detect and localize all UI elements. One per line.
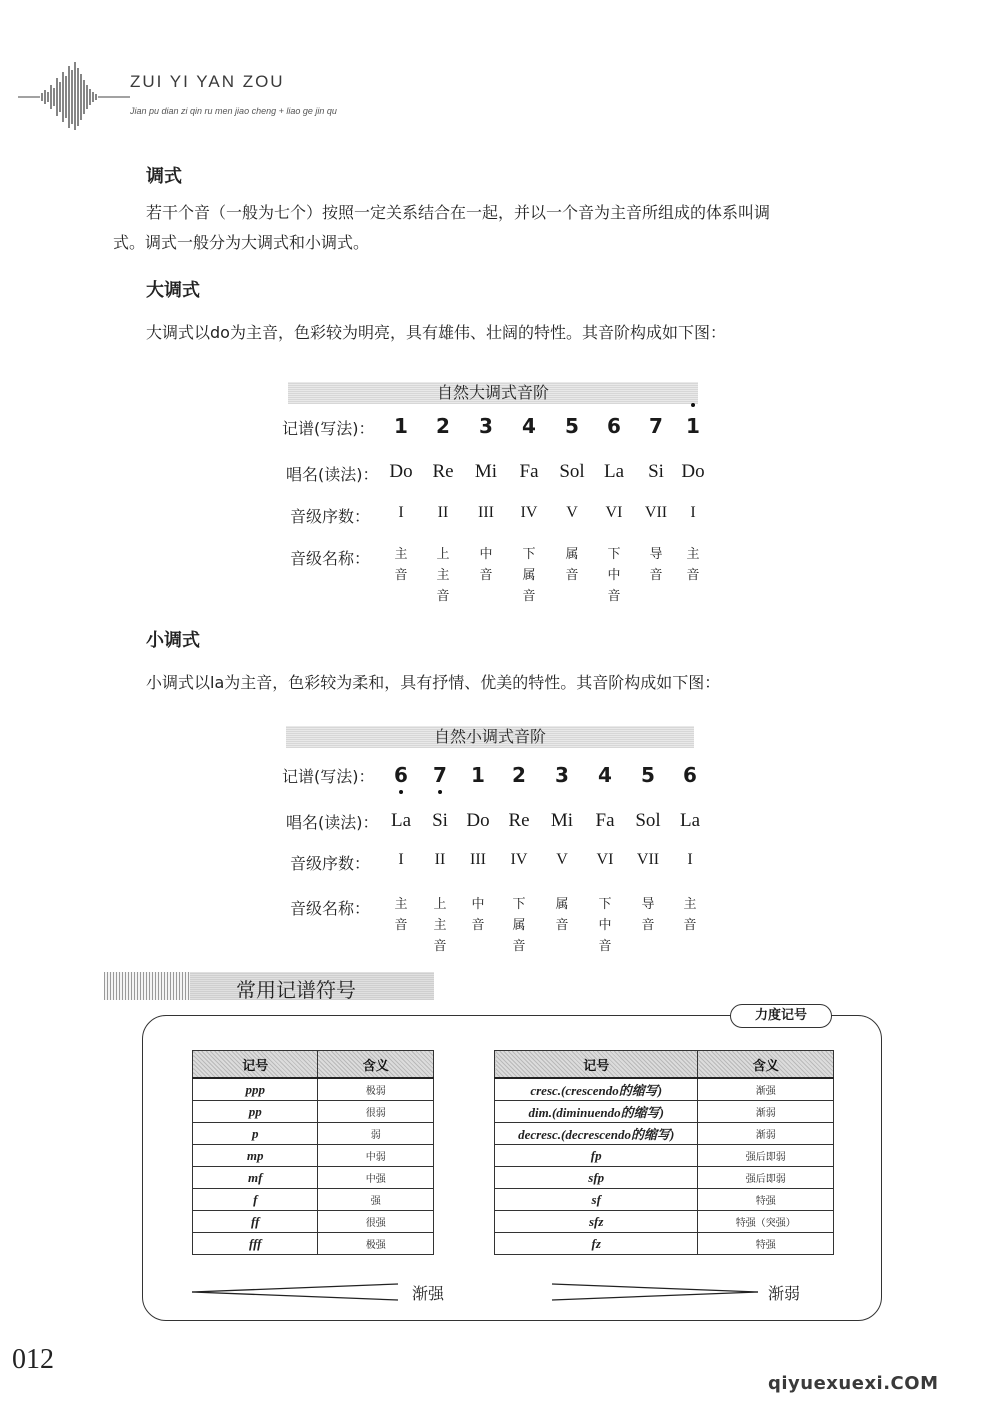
scale-number: 6 (394, 763, 408, 787)
scale-solfege: La (390, 810, 412, 831)
notation-meaning: 极弱 (318, 1078, 434, 1101)
scale-degree: VI (596, 851, 614, 868)
scale-degree: VII (644, 504, 668, 521)
scale-number: 5 (641, 763, 655, 787)
minor-scale-title: 自然小调式音阶 (286, 726, 694, 748)
notation-symbol: fz (495, 1233, 698, 1255)
expression-table (494, 1050, 834, 1255)
notation-symbol: mp (193, 1145, 318, 1167)
scale-number: 1 (686, 414, 700, 438)
table-row (193, 1123, 434, 1145)
major-scale-title: 自然大调式音阶 (288, 382, 698, 404)
notation-symbol: mf (193, 1167, 318, 1189)
scale-solfege: Do (389, 461, 413, 482)
scale-number: 3 (555, 763, 569, 787)
octave-dot-below (438, 790, 442, 794)
scale-degree: VII (636, 851, 660, 868)
scale-degree-name: 下属音 (512, 897, 526, 954)
minor-heading: 小调式 (146, 630, 200, 651)
degree-name-row-label: 音级名称： (290, 549, 371, 568)
scale-degree-name: 属音 (555, 897, 569, 933)
scale-number: 6 (607, 414, 621, 438)
notation-banner-title: 常用记谱符号 (236, 978, 356, 1002)
decrescendo-label: 渐弱 (768, 1284, 801, 1303)
notation-symbol: ff (193, 1211, 318, 1233)
notation-symbol: sfz (495, 1211, 698, 1233)
notation-symbol: cresc.(crescendo的缩写) (495, 1078, 698, 1101)
scale-number: 1 (394, 414, 408, 438)
scale-solfege: Sol (559, 461, 585, 482)
scale-solfege: Re (508, 810, 530, 831)
scale-solfege: Fa (595, 810, 615, 831)
table-row (495, 1167, 834, 1189)
notation-meaning: 渐弱 (698, 1101, 834, 1123)
table-row (495, 1078, 834, 1101)
notation-meaning: 强后即弱 (698, 1167, 834, 1189)
mode-paragraph-line1: 若干个音（一般为七个）按照一定关系结合在一起，并以一个音为主音所组成的体系叫调 (146, 203, 771, 222)
scale-solfege: Do (681, 461, 705, 482)
scale-degree-name: 主音 (683, 897, 697, 933)
scale-degree: VI (605, 504, 623, 521)
table-row (193, 1145, 434, 1167)
scale-solfege: Fa (519, 461, 539, 482)
degree-row-label: 音级序数： (290, 507, 371, 526)
scale-degree: V (566, 504, 578, 521)
scale-degree-name: 属音 (565, 547, 579, 583)
scale-solfege: La (603, 461, 625, 482)
notation-meaning: 渐强 (698, 1078, 834, 1101)
scale-degree-name: 导音 (641, 897, 655, 933)
notation-symbol: sfp (495, 1167, 698, 1189)
scale-solfege: Mi (474, 461, 498, 482)
waveform-icon (14, 52, 134, 132)
scale-number: 2 (512, 763, 526, 787)
scale-degree-name: 下属音 (522, 547, 536, 604)
scale-number: 7 (433, 763, 447, 787)
notation-symbol: f (193, 1189, 318, 1211)
scale-degree: I (398, 851, 404, 868)
table-header-symbol: 记号 (495, 1051, 698, 1079)
scale-degree: II (434, 851, 446, 868)
table-row (193, 1078, 434, 1101)
series-subtitle: Jian pu dian zi qin ru men jiao cheng + liao ge jin qu (130, 106, 337, 116)
table-row (495, 1101, 834, 1123)
scale-solfege: Re (432, 461, 454, 482)
table-header-symbol: 记号 (193, 1051, 318, 1079)
table-header-meaning: 含义 (318, 1051, 434, 1079)
scale-degree: III (478, 504, 494, 521)
notation-meaning: 中强 (318, 1167, 434, 1189)
notation-meaning: 弱 (318, 1123, 434, 1145)
notation-meaning: 中弱 (318, 1145, 434, 1167)
scale-number: 4 (598, 763, 612, 787)
notation-symbol: fff (193, 1233, 318, 1255)
table-row (193, 1211, 434, 1233)
mode-heading: 调式 (146, 166, 182, 187)
table-row (495, 1189, 834, 1211)
degree-name-row-label: 音级名称： (290, 899, 371, 918)
notation-meaning: 强后即弱 (698, 1145, 834, 1167)
notation-row-label: 记谱(写法)： (282, 767, 375, 786)
notation-symbol: pp (193, 1101, 318, 1123)
banner-stripes (104, 972, 190, 1000)
scale-degree-name: 下中音 (598, 897, 612, 954)
table-row (495, 1145, 834, 1167)
table-row (193, 1233, 434, 1255)
solfege-row-label: 唱名(读法)： (286, 465, 379, 484)
page-number: 012 (12, 1344, 54, 1375)
major-paragraph: 大调式以do为主音，色彩较为明亮，具有雄伟、壮阔的特性。其音阶构成如下图： (146, 323, 726, 342)
notation-meaning: 特强 (698, 1189, 834, 1211)
scale-degree: I (687, 851, 693, 868)
table-row (193, 1167, 434, 1189)
mode-paragraph-line2: 式。调式一般分为大调式和小调式。 (113, 233, 370, 252)
scale-degree: II (437, 504, 449, 521)
scale-degree-name: 上主音 (433, 897, 447, 954)
scale-degree: V (556, 851, 568, 868)
table-header-meaning: 含义 (698, 1051, 834, 1079)
notation-meaning: 很弱 (318, 1101, 434, 1123)
degree-row-label: 音级序数： (290, 854, 371, 873)
notation-symbol: p (193, 1123, 318, 1145)
series-title: ZUI YI YAN ZOU (130, 72, 285, 91)
scale-solfege: Sol (635, 810, 661, 831)
scale-degree: IV (520, 504, 538, 521)
minor-paragraph: 小调式以la为主音，色彩较为柔和，具有抒情、优美的特性。其音阶构成如下图： (146, 673, 721, 692)
notation-row-label: 记谱(写法)： (282, 419, 375, 438)
scale-degree-name: 中音 (479, 547, 493, 583)
scale-number: 1 (471, 763, 485, 787)
scale-number: 5 (565, 414, 579, 438)
octave-dot-above (691, 403, 695, 407)
scale-number: 3 (479, 414, 493, 438)
solfege-row-label: 唱名(读法)： (286, 813, 379, 832)
watermark: qiyuexuexi.COM (768, 1373, 939, 1394)
table-row (193, 1189, 434, 1211)
notation-symbol: dim.(diminuendo的缩写) (495, 1101, 698, 1123)
decrescendo-hairpin (550, 1280, 762, 1304)
notation-symbol: decresc.(decrescendo的缩写) (495, 1123, 698, 1145)
scale-degree-name: 下中音 (607, 547, 621, 604)
notation-meaning: 特强 (698, 1233, 834, 1255)
table-row (495, 1211, 834, 1233)
notation-meaning: 渐弱 (698, 1123, 834, 1145)
scale-number: 2 (436, 414, 450, 438)
scale-number: 6 (683, 763, 697, 787)
octave-dot-below (399, 790, 403, 794)
notation-symbol: sf (495, 1189, 698, 1211)
crescendo-label: 渐强 (412, 1284, 445, 1303)
dynamics-tab: 力度记号 (730, 1004, 832, 1028)
table-row (495, 1123, 834, 1145)
scale-degree: IV (510, 851, 528, 868)
scale-degree-name: 主音 (394, 547, 408, 583)
scale-degree-name: 导音 (649, 547, 663, 583)
notation-meaning: 很强 (318, 1211, 434, 1233)
major-heading: 大调式 (146, 280, 200, 301)
notation-meaning: 特强（突强） (698, 1211, 834, 1233)
scale-degree-name: 主音 (686, 547, 700, 583)
scale-solfege: Do (466, 810, 490, 831)
scale-solfege: Si (648, 461, 664, 482)
scale-degree: I (690, 504, 696, 521)
scale-degree: I (398, 504, 404, 521)
scale-solfege: Mi (550, 810, 574, 831)
notation-symbol: ppp (193, 1078, 318, 1101)
scale-degree-name: 上主音 (436, 547, 450, 604)
scale-degree: III (470, 851, 486, 868)
dynamics-table (192, 1050, 434, 1255)
scale-number: 7 (649, 414, 663, 438)
scale-number: 4 (522, 414, 536, 438)
scale-solfege: La (679, 810, 701, 831)
notation-meaning: 极强 (318, 1233, 434, 1255)
crescendo-hairpin (190, 1280, 402, 1304)
notation-meaning: 强 (318, 1189, 434, 1211)
scale-solfege: Si (432, 810, 448, 831)
table-row (495, 1233, 834, 1255)
table-row (193, 1101, 434, 1123)
notation-symbol: fp (495, 1145, 698, 1167)
scale-degree-name: 中音 (471, 897, 485, 933)
scale-degree-name: 主音 (394, 897, 408, 933)
